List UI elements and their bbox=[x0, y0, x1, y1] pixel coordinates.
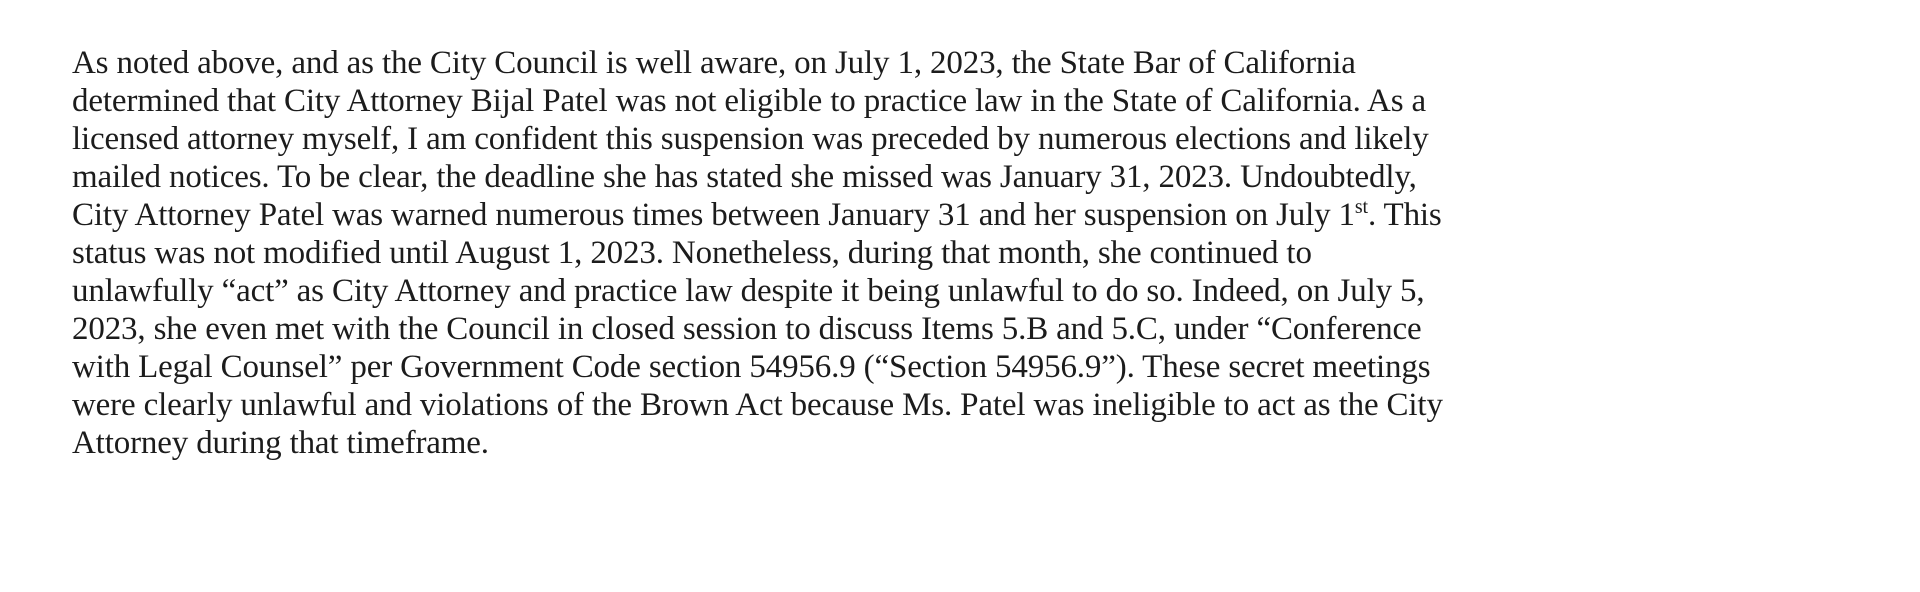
text-line-9: with Legal Counsel” per Government Code section 54956.9 (“Section 54956.9”). These secret meetings bbox=[72, 349, 1431, 385]
text-line-10: were clearly unlawful and violations of the Brown Act because Ms. Patel was ineligible to act as the City bbox=[72, 387, 1443, 423]
text-line-1: As noted above, and as the City Council is well aware, on July 1, 2023, the State Bar of California bbox=[72, 45, 1356, 81]
text-line-5-tail: . This bbox=[1367, 197, 1442, 233]
text-line-3: licensed attorney myself, I am confident this suspension was preceded by numerous elections and likely bbox=[72, 121, 1429, 157]
text-line-5-main: City Attorney Patel was warned numerous times between January 31 and her suspension on July 1 bbox=[72, 197, 1355, 233]
body-paragraph bbox=[72, 44, 1872, 462]
text-line-2: determined that City Attorney Bijal Patel was not eligible to practice law in the State of California. As a bbox=[72, 83, 1427, 119]
text-line-4: mailed notices. To be clear, the deadline she has stated she missed was January 31, 2023. Undoubtedly, bbox=[72, 159, 1417, 195]
text-line-8: 2023, she even met with the Council in closed session to discuss Items 5.B and 5.C, under “Conference bbox=[72, 311, 1422, 347]
text-line-6: status was not modified until August 1, 2023. Nonetheless, during that month, she continued to bbox=[72, 235, 1312, 271]
text-line-11: Attorney during that timeframe. bbox=[72, 425, 489, 461]
text-line-7: unlawfully “act” as City Attorney and practice law despite it being unlawful to do so. Indeed, on July 5, bbox=[72, 273, 1425, 309]
text-line-5 bbox=[72, 196, 1872, 234]
ordinal-superscript: st bbox=[1354, 196, 1368, 218]
